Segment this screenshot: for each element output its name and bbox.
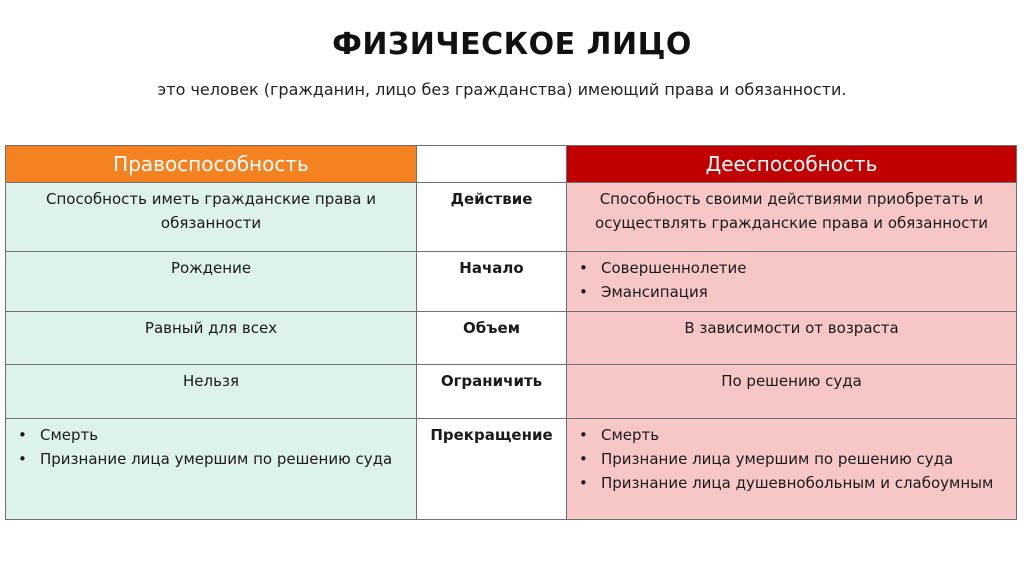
cell-right xyxy=(567,419,1017,520)
bullet-list xyxy=(16,423,406,471)
cell-left: Равный для всех xyxy=(6,312,417,365)
cell-left: Способность иметь гражданские права и обязанности xyxy=(6,183,417,252)
table-row xyxy=(6,419,1017,520)
list-item: • Признание лица душевнобольным и слабоумным xyxy=(601,471,1006,495)
cell-right: В зависимости от возраста xyxy=(567,312,1017,365)
cell-left xyxy=(6,419,417,520)
header-row xyxy=(6,146,1017,183)
row-label: Начало xyxy=(417,252,567,312)
list-item: • Совершеннолетие xyxy=(601,256,1006,280)
cell-left: Нельзя xyxy=(6,365,417,419)
cell-right xyxy=(567,252,1017,312)
table-row xyxy=(6,183,1017,252)
bullet-list xyxy=(577,423,1006,495)
table-row xyxy=(6,365,1017,419)
table-row xyxy=(6,252,1017,312)
row-label: Объем xyxy=(417,312,567,365)
list-item: • Смерть xyxy=(601,423,1006,447)
header-pravosposobnost: Правоспособность xyxy=(6,146,417,183)
bullet-list xyxy=(577,256,1006,304)
table-row xyxy=(6,312,1017,365)
list-item: • Признание лица умершим по решению суда xyxy=(601,447,1006,471)
header-deesposobnost: Дееспособность xyxy=(567,146,1017,183)
page-subtitle: это человек (гражданин, лицо без гражданства) имеющий права и обязанности. xyxy=(157,80,847,99)
list-item: • Признание лица умершим по решению суда xyxy=(40,447,406,471)
list-item: • Эмансипация xyxy=(601,280,1006,304)
header-criteria xyxy=(417,146,567,183)
cell-left: Рождение xyxy=(6,252,417,312)
row-label: Действие xyxy=(417,183,567,252)
list-item: • Смерть xyxy=(40,423,406,447)
row-label: Прекращение xyxy=(417,419,567,520)
row-label: Ограничить xyxy=(417,365,567,419)
comparison-table xyxy=(5,145,1017,520)
cell-right: Способность своими действиями приобретать и осуществлять гражданские права и обязанности xyxy=(567,183,1017,252)
cell-right: По решению суда xyxy=(567,365,1017,419)
page-title: ФИЗИЧЕСКОЕ ЛИЦО xyxy=(332,27,692,62)
